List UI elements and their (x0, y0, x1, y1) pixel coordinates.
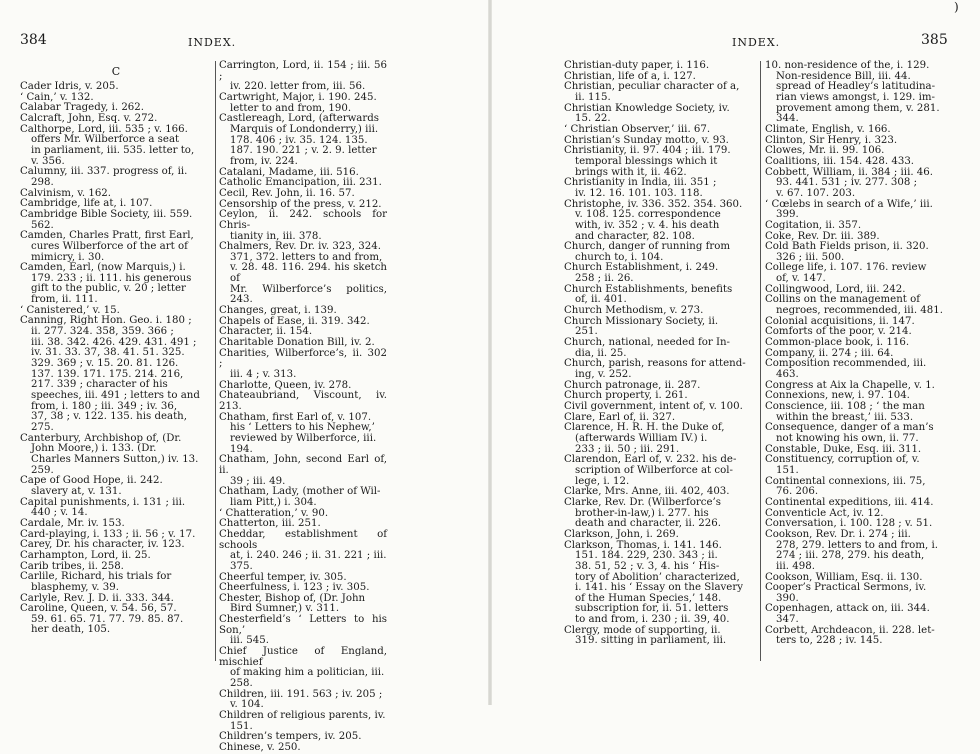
entry-heading: Climate, English, v. 166. (765, 123, 891, 135)
entry-continuation: 151. 184. 229, 230. 343 ; ii. (575, 550, 718, 562)
entry-heading: Carey, Dr. his character, iv. 123. (20, 539, 185, 551)
entry-heading: Common-place book, i. 116. (765, 337, 910, 349)
entry-continuation: iv. 220. letter from, iii. 56. (230, 81, 366, 93)
entry-continuation: 59. 61. 65. 71. 77. 79. 85. 87. (31, 613, 184, 625)
entry-heading: Catholic Emancipation, iii. 231. (219, 177, 382, 189)
entry-heading: Civil government, intent of, v. 100. (564, 401, 743, 412)
entry-continuation: 390. (776, 592, 799, 604)
entry-continuation: Non-residence Bill, iii. 44. (776, 70, 911, 82)
entry-heading: ‘ Cœlebs in search of a Wife,’ iii. (765, 198, 933, 210)
entry-continuation: v. 28. 48. 116. 294. his sketch of (230, 262, 387, 285)
index-entry (219, 615, 387, 647)
index-entry (20, 125, 212, 168)
entry-continuation: reviewed by Wilberforce, iii. (230, 432, 377, 444)
entry-continuation: 179. 233 ; ii. 111. his generous (31, 272, 192, 284)
entry-continuation: spread of Headley’s latitudina- (776, 81, 936, 93)
index-entry (219, 61, 387, 93)
entry-continuation: within the breast,’ iii. 533. (776, 411, 914, 423)
index-entry (564, 242, 758, 263)
index-entry (219, 242, 387, 306)
entry-heading: Church Missionary Society, ii. (564, 315, 719, 327)
entry-continuation: speeches, iii. 491 ; letters to and (31, 390, 200, 402)
entry-continuation: ing, v. 252. (575, 369, 632, 381)
index-entry (765, 263, 957, 284)
entry-heading: Chatterton, iii. 251. (219, 518, 321, 530)
entry-continuation: death and character, ii. 226. (575, 518, 721, 530)
entry-heading: Clarke, Mrs. Anne, iii. 402, 403. (564, 486, 730, 498)
entry-heading: Cheerfulness, i. 123 ; iv. 305. (219, 582, 370, 594)
entry-heading: ‘ Canistered,’ v. 15. (20, 304, 120, 316)
index-entry (219, 93, 387, 114)
entry-continuation: from, iv. 224. (230, 155, 298, 167)
index-entry (765, 423, 957, 444)
entry-continuation: lege, i. 12. (575, 475, 630, 487)
entry-heading: Cheerful temper, iv. 305. (219, 571, 347, 583)
index-entry (564, 455, 758, 487)
index-entry (765, 477, 957, 498)
index-entry (20, 476, 212, 497)
index-entry (564, 82, 758, 103)
entry-continuation: 37, 38 ; v. 122. 135. his death, (31, 411, 187, 423)
entry-heading: Church Establishments, benefits (564, 283, 733, 295)
entry-heading: Charlotte, Queen, iv. 278. (219, 379, 352, 391)
section-letter: C (111, 65, 121, 78)
entry-heading: College life, i. 107. 176. review (765, 262, 927, 274)
entry-continuation: her death, 105. (31, 624, 111, 636)
entry-continuation: (afterwards William IV.) i. (575, 432, 708, 444)
entry-continuation: 151. (776, 464, 799, 476)
entry-heading: Church, national, needed for In- (564, 337, 730, 349)
index-entry (219, 349, 387, 381)
entry-heading: Christian’s Sunday motto, v. 93. (564, 134, 729, 146)
index-entry (219, 391, 387, 412)
index-entry (219, 743, 387, 754)
entry-continuation: Charles Manners Sutton,) iv. 13. (31, 453, 199, 465)
running-head: INDEX. (732, 36, 781, 49)
entry-continuation: liam Pitt,) i. 304. (230, 496, 317, 508)
entry-continuation: negroes, recommended, iii. 481. (776, 305, 943, 317)
entry-continuation: 344. (776, 113, 799, 125)
entry-heading: Connexions, new, i. 97. 104. (765, 390, 910, 402)
entry-heading: Calthorpe, Lord, iii. 535 ; v. 166. (20, 123, 188, 135)
entry-continuation: ters to, 228 ; iv. 145. (776, 635, 883, 647)
entry-continuation: to and from, i. 230 ; ii. 39, 40. (575, 614, 730, 626)
entry-heading: Composition recommended, iii. (765, 358, 927, 370)
entry-continuation: provement among them, v. 281. (776, 102, 940, 114)
entry-heading: Christian, life of a, i. 127. (564, 70, 696, 82)
entry-continuation: 217. 339 ; character of his (31, 379, 168, 391)
entry-heading: Company, ii. 274 ; iii. 64. (765, 347, 894, 359)
entry-heading: Constituency, corruption of, v. (765, 454, 920, 466)
entry-continuation: of making him a politician, iii. (230, 667, 385, 679)
entry-heading: Charitable Donation Bill, iv. 2. (219, 337, 375, 349)
entry-heading: Caroline, Queen, v. 54. 56, 57. (20, 603, 177, 615)
entry-continuation: 38. 51, 52 ; v. 3, 4. his ‘ His- (575, 560, 720, 572)
entry-continuation: and character, 82. 108. (575, 230, 695, 242)
entry-heading: Church Methodism, v. 273. (564, 305, 704, 317)
entry-continuation: Bird Sumner,) v. 311. (230, 603, 340, 615)
index-entry (564, 178, 758, 199)
page-number: 384 (20, 32, 47, 48)
index-entry (219, 210, 387, 242)
entry-continuation: 298. (31, 176, 54, 188)
entry-heading: Calabar Tragedy, i. 262. (20, 102, 145, 114)
entry-heading: Church, parish, reasons for attend- (564, 358, 746, 370)
entry-heading: Comforts of the poor, v. 214. (765, 326, 912, 338)
index-entry (20, 316, 212, 433)
top-mark: ) (954, 0, 959, 14)
entry-continuation: cures Wilberforce of the art of (31, 240, 188, 252)
entry-continuation: not knowing his own, ii. 77. (776, 432, 919, 444)
entry-continuation: 194. (230, 443, 253, 455)
index-entry (20, 498, 212, 519)
entry-heading: Character, ii. 154. (219, 326, 313, 338)
entry-continuation: scription of Wilberforce at col- (575, 464, 733, 476)
entry-heading: ‘ Christian Observer,’ iii. 67. (564, 123, 711, 135)
entry-heading: Collins on the management of (765, 294, 920, 306)
entry-heading: Church patronage, ii. 287. (564, 379, 701, 391)
index-entry (564, 498, 758, 530)
entry-continuation: from, ii. 111. (31, 294, 98, 306)
entry-heading: Chapels of Ease, ii. 319. 342. (219, 315, 370, 327)
entry-heading: Carhampton, Lord, ii. 25. (20, 549, 151, 561)
entry-heading: Chester, Bishop of, (Dr. John (219, 592, 366, 604)
entry-heading: Chatham, Lady, (mother of Wil- (219, 486, 381, 498)
entry-heading: Clergy, mode of supporting, ii. (564, 624, 721, 636)
entry-heading: Christophe, iv. 336. 352. 354. 360. (564, 198, 743, 210)
entry-continuation: temporal blessings which it (575, 155, 718, 167)
entry-heading: Clarkson, Thomas, i. 141. 146. (564, 539, 722, 551)
index-entry (219, 711, 387, 732)
entry-continuation: from, i. 180 ; iii. 349 ; iv. 36, (31, 400, 178, 412)
entry-heading: Camden, Earl, (now Marquis,) i. (20, 262, 186, 274)
entry-heading: Church, danger of running from (564, 241, 731, 253)
index-entry (765, 168, 957, 200)
index-entry (564, 423, 758, 455)
entry-continuation: John Moore,) i. 133. (Dr. (31, 443, 157, 455)
entry-heading: Cardale, Mr. iv. 153. (20, 517, 125, 529)
index-entry (765, 359, 957, 380)
entry-heading: Copenhagen, attack on, iii. 344. (765, 603, 930, 615)
page-number: 385 (921, 32, 948, 48)
entry-continuation: iii. 38. 342. 426. 429. 431. 491 ; (31, 336, 197, 348)
index-entry (564, 541, 758, 626)
entry-heading: Censorship of the press, v. 212. (219, 198, 382, 210)
entry-heading: Canning, Right Hon. Geo. i. 180 ; (20, 315, 192, 327)
entry-heading: Cheddar, establishment of schools (219, 528, 387, 551)
entry-heading: Coalitions, iii. 154. 428. 433. (765, 155, 915, 167)
entry-heading: Calvinism, v. 162. (20, 187, 112, 199)
entry-heading: Cooper’s Practical Sermons, iv. (765, 582, 927, 594)
entry-continuation: 151. (230, 720, 253, 732)
entry-heading: Continental connexions, iii. 75, (765, 475, 926, 487)
entry-heading: Cambridge, life at, i. 107. (20, 198, 153, 210)
index-entry (765, 295, 957, 316)
entry-heading: Clarkson, John, i. 269. (564, 528, 679, 540)
entry-continuation: blasphemy, v. 39. (31, 581, 119, 593)
index-entry (564, 263, 758, 284)
entry-heading: Conversation, i. 100. 128 ; v. 51. (765, 518, 933, 530)
entry-continuation: i. 141. his ‘ Essay on the Slavery (575, 582, 743, 594)
entry-continuation: 326 ; iii. 500. (776, 251, 845, 263)
entry-heading: Canterbury, Archbishop of, (Dr. (20, 432, 182, 444)
entry-continuation: of, v. 147. (776, 273, 826, 285)
index-entry (219, 530, 387, 573)
index-entry (765, 626, 957, 647)
entry-continuation: 463. (776, 369, 799, 381)
entry-heading: Charities, Wilberforce’s, ii. 302 ; (219, 347, 387, 370)
entry-continuation: his ‘ Letters to his Nephew,’ (230, 422, 375, 434)
entry-heading: Calumny, iii. 337. progress of, ii. (20, 166, 188, 178)
entry-continuation: 251. (575, 326, 598, 338)
entry-heading: Card-playing, i. 133 ; ii. 56 ; v. 17. (20, 528, 196, 540)
entry-continuation: v. 356. (31, 155, 65, 167)
entry-continuation: ii. 277. 324. 358, 359. 366 ; (31, 326, 174, 338)
index-entry (765, 530, 957, 573)
index-column (765, 61, 957, 647)
index-entry (765, 242, 957, 263)
index-entry (20, 210, 212, 231)
index-entry (564, 338, 758, 359)
entry-continuation: church to, i. 104. (575, 251, 664, 263)
index-entry (564, 359, 758, 380)
entry-continuation: v. 104. (230, 699, 264, 711)
entry-heading: Chalmers, Rev. Dr. iv. 323, 324. (219, 241, 381, 253)
entry-continuation: 15. 22. (575, 113, 611, 125)
entry-heading: Collingwood, Lord, iii. 242. (765, 283, 906, 295)
entry-heading: Cobbett, William, ii. 384 ; iii. 46. (765, 166, 933, 178)
index-entry (765, 402, 957, 423)
entry-heading: Conventicle Act, iv. 12. (765, 507, 884, 519)
entry-continuation: 371, 372. letters to and from, (230, 251, 383, 263)
entry-continuation: iii. 498. (776, 560, 815, 572)
entry-continuation: slavery at, v. 131. (31, 485, 122, 497)
entry-heading: Clare, Earl of, ii. 327. (564, 411, 676, 423)
entry-heading: Chinese, v. 250. (219, 742, 301, 753)
entry-heading: Carib tribes, ii. 258. (20, 560, 124, 572)
entry-continuation: offers Mr. Wilberforce a seat (31, 134, 180, 146)
entry-continuation: of, ii. 401. (575, 294, 627, 306)
index-entry (20, 167, 212, 188)
entry-heading: 10. non-residence of the, i. 129. (765, 60, 930, 71)
entry-heading: Camden, Charles Pratt, first Earl, (20, 230, 194, 242)
entry-continuation: Marquis of Londonderry,) iii. (230, 123, 379, 135)
index-entry (564, 626, 758, 647)
index-entry (219, 647, 387, 690)
index-entry (219, 114, 387, 167)
entry-continuation: 259. (31, 464, 54, 476)
entry-heading: Cambridge Bible Society, iii. 559. (20, 208, 193, 220)
entry-heading: Cape of Good Hope, ii. 242. (20, 475, 163, 487)
entry-continuation: in parliament, iii. 535. letter to, (31, 144, 195, 156)
index-entry (564, 146, 758, 178)
entry-heading: Carlyle, Rev. J. D. ii. 333. 344. (20, 592, 174, 604)
entry-continuation: tianity in, iii. 378. (230, 230, 322, 242)
entry-heading: Clarence, H. R. H. the Duke of, (564, 422, 725, 434)
index-entry (765, 200, 957, 221)
entry-heading: Castlereagh, Lord, (afterwards (219, 113, 380, 125)
index-column (20, 61, 212, 636)
index-entry (219, 690, 387, 711)
entry-continuation: letter to and from, 190. (230, 102, 352, 114)
index-entry (219, 455, 387, 487)
entry-continuation: subscription for, ii. 51. letters (575, 603, 729, 615)
index-entry (765, 455, 957, 476)
index-entry (20, 434, 212, 477)
entry-continuation: brother-in-law,) i. 277. his (575, 507, 709, 519)
entry-continuation: of the Human Species,’ 148. (575, 592, 722, 604)
entry-heading: Constable, Duke, Esq. iii. 311. (765, 443, 922, 455)
entry-heading: Conscience, iii. 108 ; ‘ the man (765, 401, 925, 412)
index-column (219, 61, 387, 754)
index-entry (765, 61, 957, 125)
column-rule (215, 61, 216, 661)
entry-continuation: mimicry, i. 30. (31, 251, 105, 263)
entry-continuation: 319. sitting in parliament, iii. (575, 635, 727, 647)
entry-heading: Christianity in India, iii. 351 ; (564, 177, 717, 189)
entry-heading: Children’s tempers, iv. 205. (219, 731, 362, 743)
entry-continuation: 76. 206. (776, 486, 819, 498)
entry-heading: Chief Justice of England, mischief (219, 646, 387, 668)
index-entry (765, 604, 957, 625)
entry-continuation: 274 ; iii. 278, 279. his death, (776, 550, 925, 562)
entry-heading: Cogitation, ii. 357. (765, 219, 862, 231)
entry-heading: Church property, i. 261. (564, 390, 688, 402)
index-entry (564, 285, 758, 306)
entry-continuation: 258. (230, 678, 253, 690)
entry-heading: Carrington, Lord, ii. 154 ; iii. 56 ; (219, 60, 387, 82)
entry-heading: Capital punishments, i. 131 ; iii. (20, 496, 186, 508)
index-entry (20, 231, 212, 263)
entry-continuation: iv. 31. 33. 37, 38. 41. 51. 325. (31, 347, 185, 359)
index-entry (564, 317, 758, 338)
entry-heading: Cecil, Rev. John, ii. 16. 57. (219, 187, 355, 199)
entry-continuation: 440 ; v. 14. (31, 507, 88, 519)
entry-continuation: iii. 545. (230, 635, 269, 647)
entry-heading: Calcraft, John, Esq. v. 272. (20, 112, 158, 124)
entry-continuation: at, i. 240. 246 ; ii. 31. 221 ; iii. (230, 550, 387, 562)
entry-heading: Corbett, Archdeacon, ii. 228. let- (765, 624, 935, 636)
entry-heading: Consequence, danger of a man’s (765, 422, 934, 434)
entry-heading: Clowes, Mr. ii. 99. 106. (765, 145, 885, 157)
entry-heading: Children of religious parents, iv. (219, 710, 386, 722)
index-entry (765, 583, 957, 604)
entry-continuation: 278, 279. letters to and from, i. (776, 539, 938, 551)
entry-continuation: 258 ; ii. 26. (575, 273, 634, 285)
entry-heading: Cookson, Rev. Dr. i. 274 ; iii. (765, 528, 911, 540)
entry-heading: Cartwright, Major, i. 190. 245. (219, 91, 377, 103)
entry-heading: Coke, Rev. Dr. iii. 389. (765, 230, 880, 242)
entry-heading: Christian Knowledge Society, iv. (564, 102, 730, 114)
entry-continuation: 399. (776, 209, 799, 221)
index-entry (20, 604, 212, 636)
entry-heading: Cookson, William, Esq. ii. 130. (765, 571, 923, 583)
entry-heading: Cader Idris, v. 205. (20, 81, 119, 92)
entry-heading: Colonial acquisitions, ii. 147. (765, 315, 915, 327)
entry-continuation: gift to the public, v. 20 ; letter (31, 283, 186, 295)
entry-heading: Congress at Aix la Chapelle, v. 1. (765, 379, 935, 391)
entry-continuation: 39 ; iii. 49. (230, 475, 286, 487)
index-entry (20, 572, 212, 593)
entry-heading: Catalani, Madame, iii. 516. (219, 166, 359, 178)
entry-heading: Clinton, Sir Henry, i. 323. (765, 134, 898, 146)
index-entry (20, 263, 212, 306)
entry-heading: Christianity, ii. 97. 404 ; iii. 179. (564, 145, 731, 157)
entry-heading: Carlile, Richard, his trials for (20, 571, 172, 583)
entry-continuation: 562. (31, 219, 54, 231)
entry-continuation: 137. 139. 171. 175. 214. 216, (31, 368, 184, 380)
entry-heading: Children, iii. 191. 563 ; iv. 205 ; (219, 688, 383, 700)
entry-heading: ‘ Cain,’ v. 132. (20, 91, 94, 103)
entry-heading: Ceylon, ii. 242. schools for Chris- (219, 209, 387, 231)
entry-continuation: Mr. Wilberforce’s politics, 243. (230, 283, 387, 306)
index-entry (219, 487, 387, 508)
entry-heading: Clarendon, Earl of, v. 232. his de- (564, 454, 737, 466)
entry-heading: Church Establishment, i. 249. (564, 262, 719, 274)
index-entry (564, 104, 758, 125)
entry-continuation: iv. 12. 16. 101. 103. 118. (575, 187, 703, 199)
entry-heading: Changes, great, i. 139. (219, 305, 337, 317)
entry-continuation: 178. 406 ; iv. 35. 124. 135. (230, 134, 368, 146)
running-head: INDEX. (188, 36, 237, 49)
entry-heading: Chatham, first Earl of, v. 107. (219, 411, 372, 423)
entry-heading: Chatham, John, second Earl of, ii. (219, 454, 387, 476)
entry-heading: ‘ Chatteration,’ v. 90. (219, 507, 329, 519)
entry-continuation: iii. 4 ; v. 313. (230, 369, 297, 381)
entry-continuation: v. 108. 125. correspondence (575, 209, 721, 221)
entry-continuation: dia, ii. 25. (575, 347, 627, 359)
entry-continuation: ii. 115. (575, 91, 611, 103)
right-page (492, 0, 980, 705)
index-entry (219, 413, 387, 456)
column-rule (760, 61, 761, 661)
entry-heading: Continental expeditions, iii. 414. (765, 496, 934, 508)
entry-continuation: with, iv. 352 ; v. 4. his death (575, 219, 720, 231)
entry-continuation: rian views amongst, i. 129. im- (776, 91, 935, 103)
entry-continuation: 233 ; ii. 50 ; iii. 291. (575, 443, 680, 455)
entry-continuation: 375. (230, 560, 253, 572)
entry-continuation: 275. (31, 422, 54, 433)
index-column (564, 61, 758, 647)
entry-heading: Chateaubriand, Viscount, iv. 213. (219, 390, 387, 412)
entry-continuation: tory of Abolition’ characterized, (575, 571, 740, 583)
entry-continuation: 93. 441. 531 ; iv. 277. 308 ; (776, 177, 918, 189)
entry-continuation: v. 67. 107. 203. (776, 187, 856, 199)
entry-continuation: brings with it, ii. 462. (575, 166, 687, 178)
entry-heading: Cold Bath Fields prison, ii. 320. (765, 241, 929, 253)
entry-heading: Chesterfield’s ‘ Letters to his Son,’ (219, 614, 387, 636)
entry-continuation: 187. 190. 221 ; v. 2. 9. letter (230, 145, 377, 157)
entry-heading: Christian, peculiar character of a, (564, 81, 740, 93)
entry-heading: Christian-duty paper, i. 116. (564, 60, 710, 71)
left-page (0, 0, 488, 753)
index-entry (564, 200, 758, 243)
entry-heading: Clarke, Rev. Dr. (Wilberforce’s (564, 496, 721, 508)
entry-continuation: 347. (776, 614, 799, 626)
index-entry (219, 594, 387, 615)
entry-continuation: 329. 369 ; v. 15. 20. 81. 126. (31, 358, 179, 370)
